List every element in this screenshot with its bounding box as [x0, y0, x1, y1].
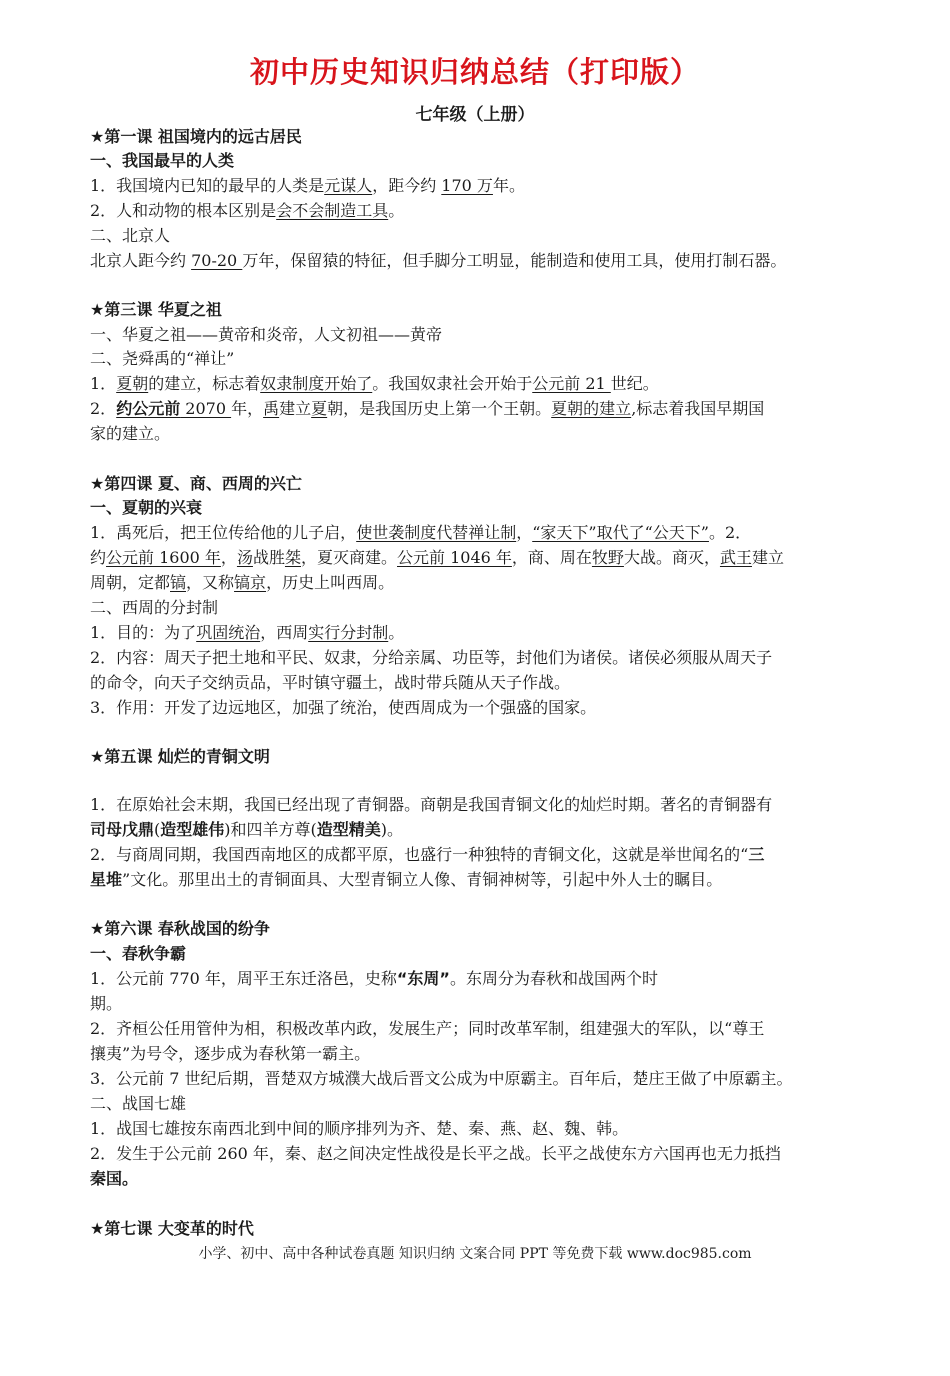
text-line	[90, 126, 302, 148]
underlined-text: 夏朝	[116, 374, 149, 393]
text-segment: )。	[380, 820, 404, 839]
text-segment: 朝，是我国历史上第一个王朝。	[327, 399, 552, 418]
text-segment: ,标志着我国早期国	[631, 399, 765, 418]
text-segment: 周朝，定都	[90, 573, 171, 592]
underlined-text: 元谋人	[324, 176, 373, 195]
text-segment: 一、华夏之祖——黄帝和炎帝，人文初祖——黄帝	[90, 325, 443, 344]
text-segment: ，	[516, 523, 533, 542]
underlined-text: 禹	[263, 399, 280, 418]
text-line	[90, 943, 186, 965]
text-line	[90, 647, 772, 669]
text-line	[90, 918, 270, 940]
text-segment: ，西周	[260, 623, 309, 642]
text-line	[90, 993, 122, 1015]
underlined-text: 公元前 1600 年	[106, 548, 221, 567]
underlined-text: 汤	[236, 548, 253, 567]
text-line	[90, 324, 442, 346]
underlined-text: 奴隶制度开始了	[260, 374, 373, 393]
bold-text: 造型精美	[316, 820, 381, 839]
underlined-text: 桀	[284, 548, 301, 567]
text-segment: 1．在原始社会末期，我国已经出现了青铜器。商朝是我国青铜文化的灿烂时期。著名的青铜器有	[90, 795, 773, 814]
underlined-text: 使世袭制度代替禅让制	[356, 523, 517, 542]
text-segment: )和四羊方尊(	[224, 820, 317, 839]
text-segment: 年。	[492, 176, 525, 195]
text-line	[90, 348, 234, 370]
text-segment: 。	[388, 623, 405, 642]
underlined-text: 2070	[180, 399, 232, 418]
text-line	[90, 299, 222, 321]
underlined-text: 牧野	[591, 548, 624, 567]
text-line	[90, 968, 658, 990]
underlined-text: 公元前 21	[532, 374, 611, 393]
text-segment: 建立	[279, 399, 312, 418]
text-line	[90, 175, 525, 197]
bold-text: 司母戊鼎	[90, 820, 155, 839]
text-segment: 的建立，标志着	[148, 374, 261, 393]
bold-text: 一、春秋争霸	[90, 944, 187, 963]
bold-text: ★第三课 华夏之祖	[90, 300, 222, 319]
text-line	[90, 672, 570, 694]
bold-text: 一、夏朝的兴衰	[90, 498, 203, 517]
bold-text: “东周”	[396, 969, 450, 988]
bold-text: ★第七课 大变革的时代	[90, 1219, 254, 1238]
underlined-text: 武王	[719, 548, 752, 567]
text-segment: 的命令，向天子交纳贡品，平时镇守疆土，战时带兵随从天子作战。	[90, 673, 571, 692]
bold-text: 三	[748, 845, 765, 864]
bold-text: 造型雄伟	[160, 820, 225, 839]
text-segment: 年，	[231, 399, 264, 418]
text-segment: 二、尧舜禹的“禅让”	[90, 349, 235, 368]
text-segment: 家的建立。	[90, 424, 171, 443]
text-segment: 大战。商灭，	[623, 548, 720, 567]
text-line	[90, 1143, 781, 1165]
underlined-text: 70-20	[191, 251, 243, 270]
underlined-text: 镐	[170, 573, 187, 592]
document-title: 初中历史知识归纳总结（打印版）	[249, 55, 700, 89]
text-segment: 1．禹死后，把王位传给他的儿子启，	[90, 523, 357, 542]
underlined-text: 会不会制造工具	[276, 201, 389, 220]
underlined-text: 约公元前	[116, 399, 181, 418]
bold-text: 星堆	[90, 870, 123, 889]
text-segment: 。东周分为春秋和战国两个时	[449, 969, 658, 988]
text-line	[90, 497, 202, 519]
text-line	[90, 697, 596, 719]
text-segment: ，夏灭商建。	[300, 548, 397, 567]
text-segment: 二、北京人	[90, 226, 171, 245]
bold-text: ★第四课 夏、商、西周的兴亡	[90, 474, 302, 493]
text-line	[90, 1018, 764, 1040]
text-segment: 世纪。	[610, 374, 659, 393]
text-line	[90, 844, 764, 866]
text-line	[90, 423, 170, 445]
page-footer: 小学、初中、高中各种试卷真题 知识归纳 文案合同 PPT 等免费下载 www.doc985.com	[198, 1246, 752, 1262]
text-segment: ，	[220, 548, 237, 567]
text-line	[90, 473, 302, 495]
text-line	[90, 1218, 254, 1240]
text-segment: 2．齐桓公任用管仲为相，积极改革内政，发展生产；同时改革军制，组建强大的军队，以“尊王	[90, 1019, 765, 1038]
text-segment: ，历史上叫西周。	[266, 573, 395, 592]
bold-text: ★第一课 祖国境内的远古居民	[90, 127, 302, 146]
text-line	[90, 1043, 370, 1065]
underlined-text: 镐京	[234, 573, 267, 592]
text-segment: ，商、周在	[511, 548, 592, 567]
text-segment: ，又称	[186, 573, 235, 592]
text-line	[90, 547, 784, 569]
text-line	[90, 794, 772, 816]
text-segment: 3．作用：开发了边远地区，加强了统治，使西周成为一个强盛的国家。	[90, 698, 597, 717]
underlined-text: 巩固统治	[196, 623, 261, 642]
text-line	[90, 819, 403, 841]
bold-text: 秦国。	[90, 1169, 139, 1188]
text-segment: 1．目的：为了	[90, 623, 197, 642]
text-segment: 二、战国七雄	[90, 1094, 187, 1113]
text-segment: 1．	[90, 374, 117, 393]
document-subtitle: 七年级（上册）	[415, 105, 535, 125]
text-segment: 2．	[90, 399, 117, 418]
text-segment: 1．我国境内已知的最早的人类是	[90, 176, 325, 195]
underlined-text: 公元前 1046 年	[397, 548, 512, 567]
text-segment: 。我国奴隶社会开始于	[372, 374, 533, 393]
underlined-text: 170 万	[441, 176, 493, 195]
text-segment: (	[154, 820, 161, 839]
text-line	[90, 869, 722, 891]
text-segment: 期。	[90, 994, 123, 1013]
text-segment: 战胜	[252, 548, 285, 567]
text-line	[90, 398, 764, 420]
text-segment: 1．战国七雄按东南西北到中间的顺序排列为齐、楚、秦、燕、赵、魏、韩。	[90, 1119, 629, 1138]
bold-text: 一、我国最早的人类	[90, 151, 235, 170]
text-line	[90, 225, 170, 247]
text-segment: 建立	[751, 548, 784, 567]
underlined-text: 夏朝的建立	[551, 399, 632, 418]
text-line	[90, 622, 404, 644]
text-line	[90, 1068, 793, 1090]
text-line	[90, 150, 234, 172]
text-line	[90, 1118, 628, 1140]
underlined-text: 实行分封制	[308, 623, 389, 642]
text-segment: 。	[388, 201, 405, 220]
text-segment: 约	[90, 548, 107, 567]
text-segment: ，距今约	[372, 176, 442, 195]
text-line	[90, 746, 270, 768]
text-line	[90, 597, 218, 619]
text-line	[90, 1168, 138, 1190]
text-segment: 2．发生于公元前 260 年，秦、赵之间决定性战役是长平之战。长平之战使东方六国再也无力抵挡	[90, 1144, 781, 1163]
underlined-text: “家天下”取代了“公天下”	[532, 523, 709, 542]
text-line	[90, 250, 786, 272]
text-segment: 。2．	[708, 523, 752, 542]
text-segment: 攘夷”为号令，逐步成为春秋第一霸主。	[90, 1044, 371, 1063]
text-segment: 3．公元前 7 世纪后期，晋楚双方城濮大战后晋文公成为中原霸主。百年后，楚庄王做了中原霸主。	[90, 1069, 793, 1088]
text-line	[90, 373, 659, 395]
text-segment: 2．内容：周天子把土地和平民、奴隶，分给亲属、功臣等，封他们为诸侯。诸侯必须服从周天子	[90, 648, 773, 667]
text-segment: 北京人距今约	[90, 251, 192, 270]
text-segment: 二、西周的分封制	[90, 598, 219, 617]
underlined-text: 夏	[311, 399, 328, 418]
text-segment: 2．与商周同期，我国西南地区的成都平原，也盛行一种独特的青铜文化，这就是举世闻名的“	[90, 845, 749, 864]
text-line	[90, 522, 751, 544]
bold-text: ★第六课 春秋战国的纷争	[90, 919, 270, 938]
text-segment: ”文化。那里出土的青铜面具、大型青铜立人像、青铜神树等，引起中外人士的瞩目。	[122, 870, 723, 889]
text-line	[90, 572, 394, 594]
text-segment: 2．人和动物的根本区别是	[90, 201, 277, 220]
text-segment: 1．公元前 770 年，周平王东迁洛邑，史称	[90, 969, 397, 988]
text-line	[90, 200, 404, 222]
bold-text: ★第五课 灿烂的青铜文明	[90, 747, 270, 766]
text-line	[90, 1093, 186, 1115]
text-segment: 万年，保留猿的特征，但手脚分工明显，能制造和使用工具，使用打制石器。	[242, 251, 787, 270]
